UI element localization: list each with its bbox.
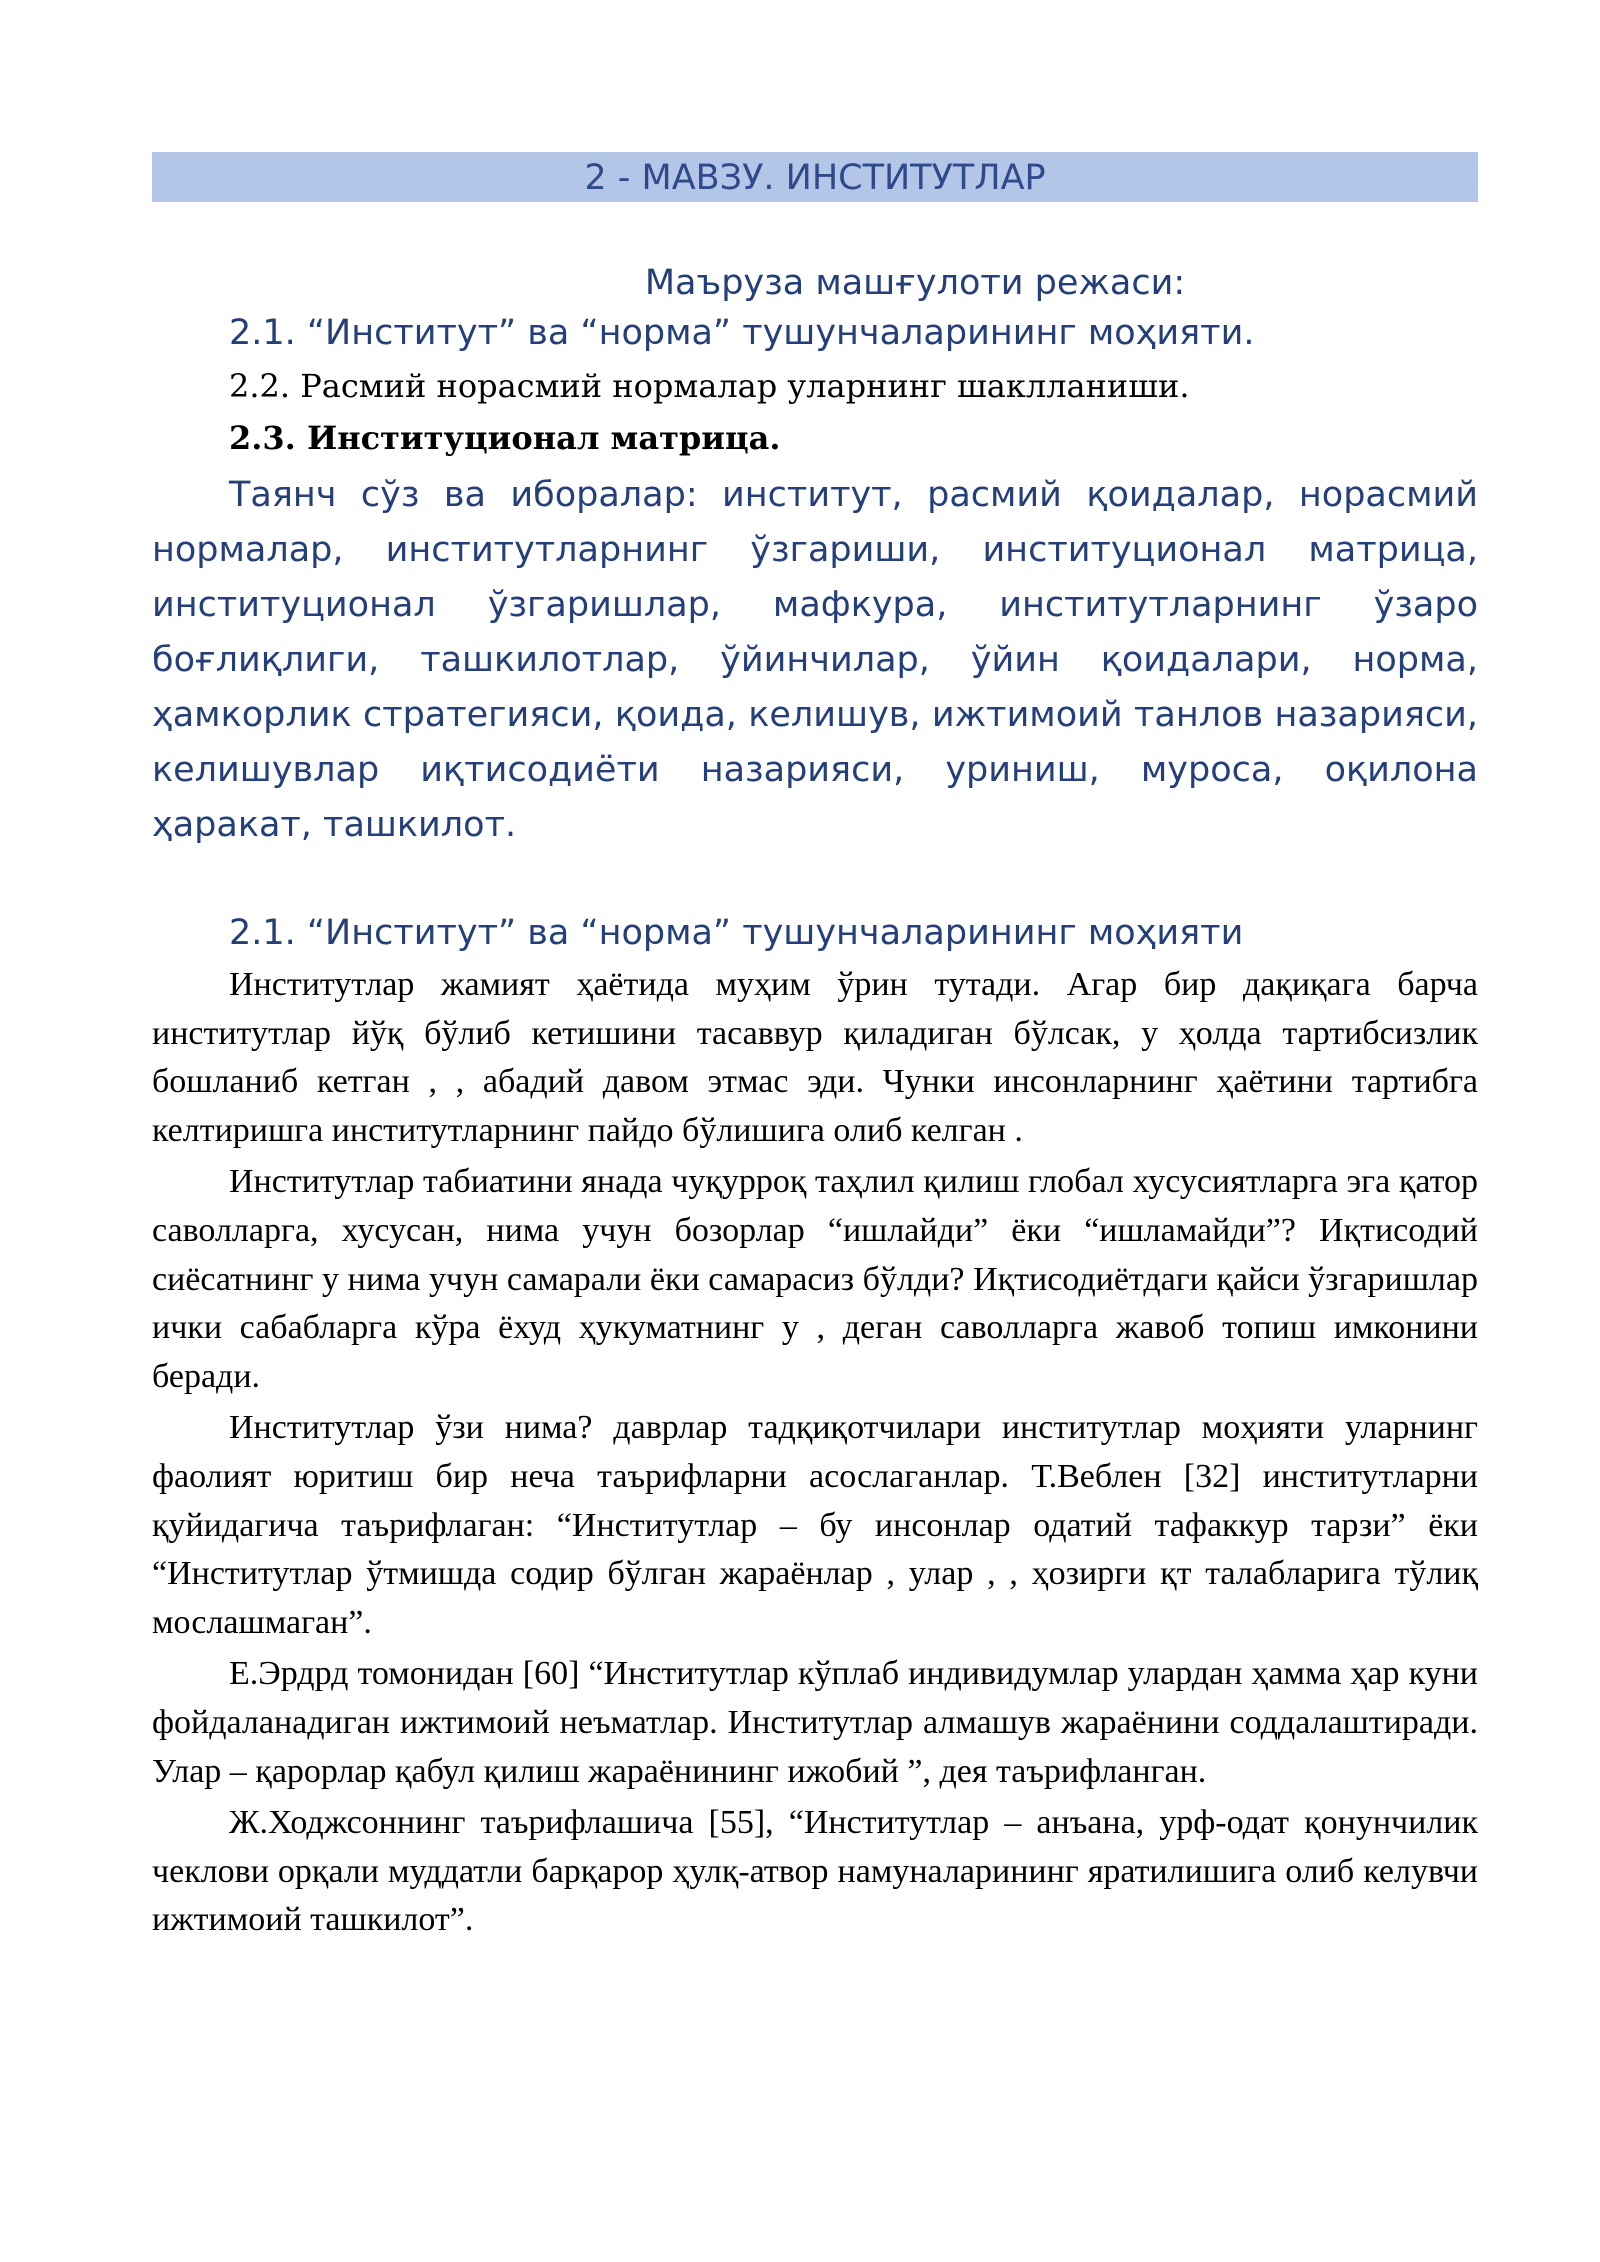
plan-item-2: 2.2. Расмий норасмий нормалар уларнинг шаклланиши. [229, 367, 1190, 405]
body-paragraph-2: Институтлар табиатини янада чуқурроқ таҳлил қилиш глобал хусусиятларга эга қатор саволларга, хусусан, нима учун бозорлар “ишлайди” ёки “ишламайди”? Иқтисодий сиёсатнинг у нима учун самарали ёки самарасиз бўлди? Иқтисодиётдаги қайси ўзгаришлар ички сабабларга кўра ёхуд ҳукуматнинг у , деган саволларга жавоб топиш имконини беради. [152, 1163, 1478, 1395]
document-page [152, 152, 1478, 1948]
plan-item-1: 2.1. “Институт” ва “норма” тушунчаларининг моҳияти. [229, 313, 1255, 353]
topic-banner: 2 - МАВЗУ. ИНСТИТУТЛАР [152, 152, 1478, 202]
keywords-paragraph: Таянч сўз ва иборалар: институт, расмий қоидалар, норасмий нормалар, институтларнинг ўзгариши, институционал матрица, институционал ўзгаришлар, мафкура, институтларнинг ўзаро боғлиқлиги, ташкилотлар, ўйинчилар, ўйин қоидалари, норма, ҳамкорлик стратегияси, қоида, келишув, ижтимоий танлов назарияси, келишувлар иқтисодиёти назарияси, уриниш, муроса, оқилона ҳаракат, ташкилот. [152, 475, 1478, 845]
section-heading: 2.1. “Институт” ва “норма” тушунчаларининг моҳияти [229, 913, 1244, 953]
body-paragraph-5: Ж.Ходжсоннинг таърифлашича [55], “Институтлар – анъана, урф-одат қонунчилик чеклови орқали муддатли барқарор ҳулқ-атвор намуналарининг яратилишига олиб келувчи ижтимоий ташкилот”. [152, 1804, 1478, 1939]
body-paragraph-4: Е.Эрдрд томонидан [60] “Институтлар кўплаб индивидумлар улардан ҳамма ҳар куни фойдаланадиган ижтимоий неъматлар. Институтлар алмашув жараёнини соддалаштиради. Улар – қарорлар қабул қилиш жараёнининг ижобий ”, дея таърифланган. [152, 1655, 1478, 1790]
plan-title: Маъруза машғулоти режаси: [644, 263, 1186, 303]
body-paragraph-3: Институтлар ўзи нима? даврлар тадқиқотчилари институтлар моҳияти уларнинг фаолият юритиш бир неча таърифларни асослаганлар. Т.Веблен [32] институтларни қуйидагича таърифлаган: “Институтлар – бу инсонлар одатий тафаккур тарзи” ёки “Институтлар ўтмишда содир бўлган жараёнлар , улар , , ҳозирги қт талабларига тўлиқ мослашмаган”. [152, 1409, 1478, 1641]
body-paragraph-1: Институтлар жамият ҳаётида муҳим ўрин тутади. Агар бир дақиқага барча институтлар йўқ бўлиб кетишини тасаввур қиладиган бўлсак, у ҳолда тартибсизлик бошланиб кетган , , абадий давом этмас эди. Чунки инсонларнинг ҳаётини тартибга келтиришга институтларнинг пайдо бўлишига олиб келган . [152, 966, 1478, 1149]
plan-item-3: 2.3. Институционал матрица. [229, 419, 781, 457]
